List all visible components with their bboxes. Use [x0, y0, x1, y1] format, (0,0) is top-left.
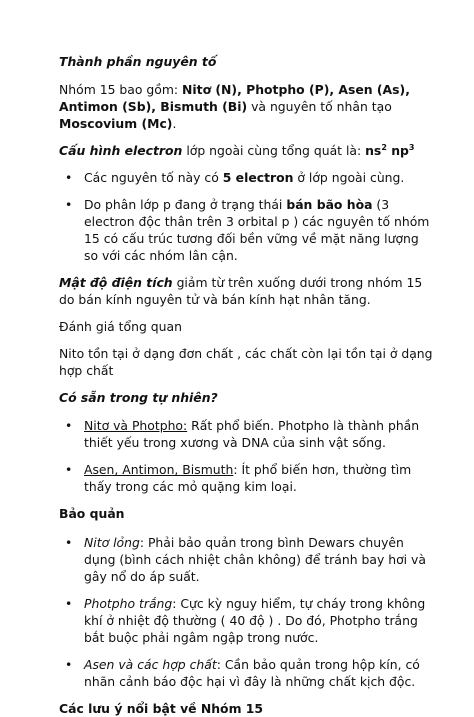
list-item: • Nitơ và Photpho: Rất phổ biến. Photpho là thành phần thiết yếu trong xương và DNA của sinh vật sống.	[65, 418, 420, 450]
nature-list	[59, 417, 434, 495]
bullet-icon: •	[65, 197, 73, 212]
electron-config-lead: Cấu hình electron	[59, 143, 183, 158]
charge-density-lead: Mật độ điện tích	[59, 275, 173, 290]
section-title-notes: Các lưu ý nổi bật về Nhóm 15	[59, 701, 264, 716]
moscovium-name: Moscovium (Mc)	[59, 116, 173, 131]
list-item: • Asen và các hợp chất: Cần bảo quản trong hộp kín, có nhãn cảnh báo độc hại vì đây là những chất kịch độc.	[65, 657, 420, 689]
list-item: • Do phân lớp p đang ở trạng thái bán bão hòa (3 electron độc thân trên 3 orbital p ) các nguyên tố nhóm 15 có cấu trúc tương đối bền vững về mặt năng lượng so với các nhóm lân cận.	[65, 197, 430, 263]
list-item: • Asen, Antimon, Bismuth: Ít phổ biến hơn, thường tìm thấy trong các mỏ quặng kim loại.	[65, 462, 412, 494]
electron-formula: $ns^2$ $np^3$	[365, 143, 415, 158]
list-item: • Các nguyên tố này có 5 electron ở lớp ngoài cùng.	[65, 170, 405, 185]
element-list: Nitơ (N), Photpho (P), Asen (As), Antimon (Sb), Bismuth (Bi)	[59, 82, 410, 114]
bullet-icon: •	[65, 535, 73, 550]
text-run: .	[172, 116, 177, 131]
section-title-nature: Có sẵn trong tự nhiên?	[59, 390, 218, 405]
overview-title: Đánh giá tổng quan	[59, 319, 182, 334]
electron-config-list	[59, 169, 434, 264]
text-run: lớp ngoài cùng tổng quát là:	[182, 143, 366, 158]
section-title-storage: Bảo quản	[59, 506, 125, 521]
list-item: • Photpho trắng: Cực kỳ nguy hiểm, tự cháy trong không khí ở nhiệt độ thường ( 40 độ ) . Do đó, Photpho trắng bắt buộc phải ngâm ngập trong nước.	[65, 596, 426, 645]
bullet-icon: •	[65, 596, 73, 611]
storage-list	[59, 534, 434, 690]
list-item: • Nitơ lỏng: Phải bảo quản trong bình Dewars chuyên dụng (bình cách nhiệt chân không) để tránh bay hơi và gây nổ do áp suất.	[65, 535, 426, 584]
charge-density-paragraph: Mật độ điện tích giảm từ trên xuống dưới trong nhóm 15 do bán kính nguyên tử và bán kính hạt nhân tăng.	[59, 275, 423, 307]
electron-config-paragraph	[59, 142, 434, 159]
composition-paragraph	[59, 81, 434, 132]
bullet-icon: •	[65, 657, 73, 672]
section-title-composition: Thành phần nguyên tố	[59, 54, 217, 69]
text-run: Nhóm 15 bao gồm:	[59, 82, 183, 97]
text-run: và nguyên tố nhân tạo	[247, 99, 392, 114]
bullet-icon: •	[65, 170, 73, 185]
bullet-icon: •	[65, 462, 73, 477]
overview-text: Nito tồn tại ở dạng đơn chất , các chất còn lại tồn tại ở dạng hợp chất	[59, 346, 433, 378]
bullet-icon: •	[65, 418, 73, 433]
